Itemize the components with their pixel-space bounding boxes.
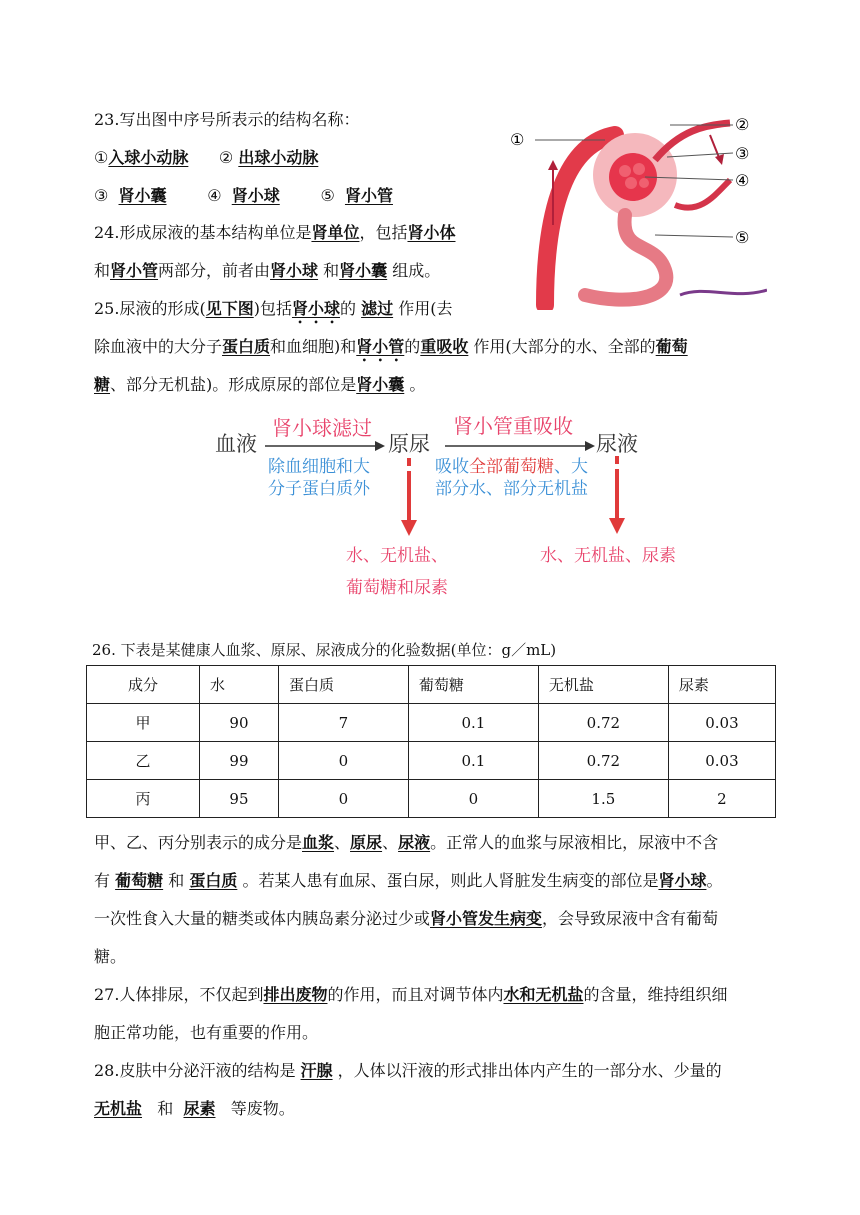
fig-label-5: ⑤ xyxy=(735,228,750,247)
fig-label-4: ④ xyxy=(735,171,750,190)
table-row: 丙 95 0 0 1.5 2 xyxy=(87,780,776,818)
answer-4: 肾小球 xyxy=(231,186,280,205)
answer-2: 出球小动脉 xyxy=(238,148,319,167)
q23-row1: ①入球小动脉 ② 出球小动脉 xyxy=(94,148,319,167)
flow-output-1: 水、无机盐、 葡萄糖和尿素 xyxy=(346,546,448,598)
q28-line2: 无机盐 和 尿素 等废物。 xyxy=(94,1099,295,1118)
fig-label-1: ① xyxy=(510,130,525,149)
q27-line2: 胞正常功能，也有重要的作用。 xyxy=(94,1023,319,1042)
q26-line1: 甲、乙、丙分别表示的成分是血浆、原尿、尿液。正常人的血浆与尿液相比，尿液中不含 xyxy=(94,833,719,852)
q26-line3: 一次性食入大量的糖类或体内胰岛素分泌过少或肾小管发生病变，会导致尿液中含有葡萄 xyxy=(94,909,719,928)
flow-note-1: 除血细胞和大 分子蛋白质外 xyxy=(268,457,370,499)
answer-3: 肾小囊 xyxy=(118,186,167,205)
flow-down-arrow-1 xyxy=(399,458,419,538)
flow-step1: 肾小球滤过 xyxy=(272,416,372,440)
flow-note-2: 吸收全部葡萄糖、大 部分水、部分无机盐 xyxy=(435,457,588,499)
flow-arrow-1 xyxy=(265,440,385,452)
fig-label-3: ③ xyxy=(735,144,750,163)
q26-line4: 糖。 xyxy=(94,947,127,966)
q25-line3: 糖、部分无机盐)。形成原尿的部位是肾小囊 。 xyxy=(94,375,426,394)
flow-arrow-2 xyxy=(445,440,595,452)
q28-line1: 28.皮肤中分泌汗液的结构是 汗腺 ，人体以汗液的形式排出体内产生的一部分水、少量的 xyxy=(94,1061,722,1080)
q23-title: 23.写出图中序号所表示的结构名称： xyxy=(94,110,360,129)
flow-down-arrow-2 xyxy=(607,456,627,536)
q25-line1: 25.尿液的形成(见下图)包括肾小球的 滤过 作用(去 xyxy=(94,299,453,318)
flow-step2: 肾小管重吸收 xyxy=(453,414,573,438)
q25-line2: 除血液中的大分子蛋白质和血细胞)和肾小管的重吸收 作用(大部分的水、全部的葡萄 xyxy=(94,337,688,356)
answer-5: 肾小管 xyxy=(344,186,393,205)
flow-blood: 血液 xyxy=(215,432,257,456)
renal-tubule xyxy=(585,215,666,300)
fig-label-2: ② xyxy=(735,115,750,134)
q24-line1: 24.形成尿液的基本结构单位是肾单位，包括肾小体 xyxy=(94,223,456,242)
flow-output-2: 水、无机盐、尿素 xyxy=(540,546,676,566)
q26-line2: 有 葡萄糖 和 蛋白质 。若某人患有血尿、蛋白尿，则此人肾脏发生病变的部位是肾小球。 xyxy=(94,871,723,890)
q26-title: 26. 下表是某健康人血浆、原尿、尿液成分的化验数据(单位：g／mL) xyxy=(92,641,557,659)
q23-row2: ③ 肾小囊 ④ 肾小球 ⑤ 肾小管 xyxy=(94,186,393,205)
table-header-row: 成分 水 蛋白质 葡萄糖 无机盐 尿素 xyxy=(87,666,776,704)
nephron-figure xyxy=(505,105,767,310)
table-row: 甲 90 7 0.1 0.72 0.03 xyxy=(87,704,776,742)
answer-1: 入球小动脉 xyxy=(108,148,189,167)
table-row: 乙 99 0 0.1 0.72 0.03 xyxy=(87,742,776,780)
q27-line1: 27.人体排尿，不仅起到排出废物的作用，而且对调节体内水和无机盐的含量，维持组织细 xyxy=(94,985,728,1004)
lab-table xyxy=(86,665,776,818)
flow-urine: 尿液 xyxy=(596,432,638,456)
q24-line2: 和肾小管两部分，前者由肾小球 和肾小囊 组成。 xyxy=(94,261,441,280)
flow-primary-urine: 原尿 xyxy=(388,432,430,456)
